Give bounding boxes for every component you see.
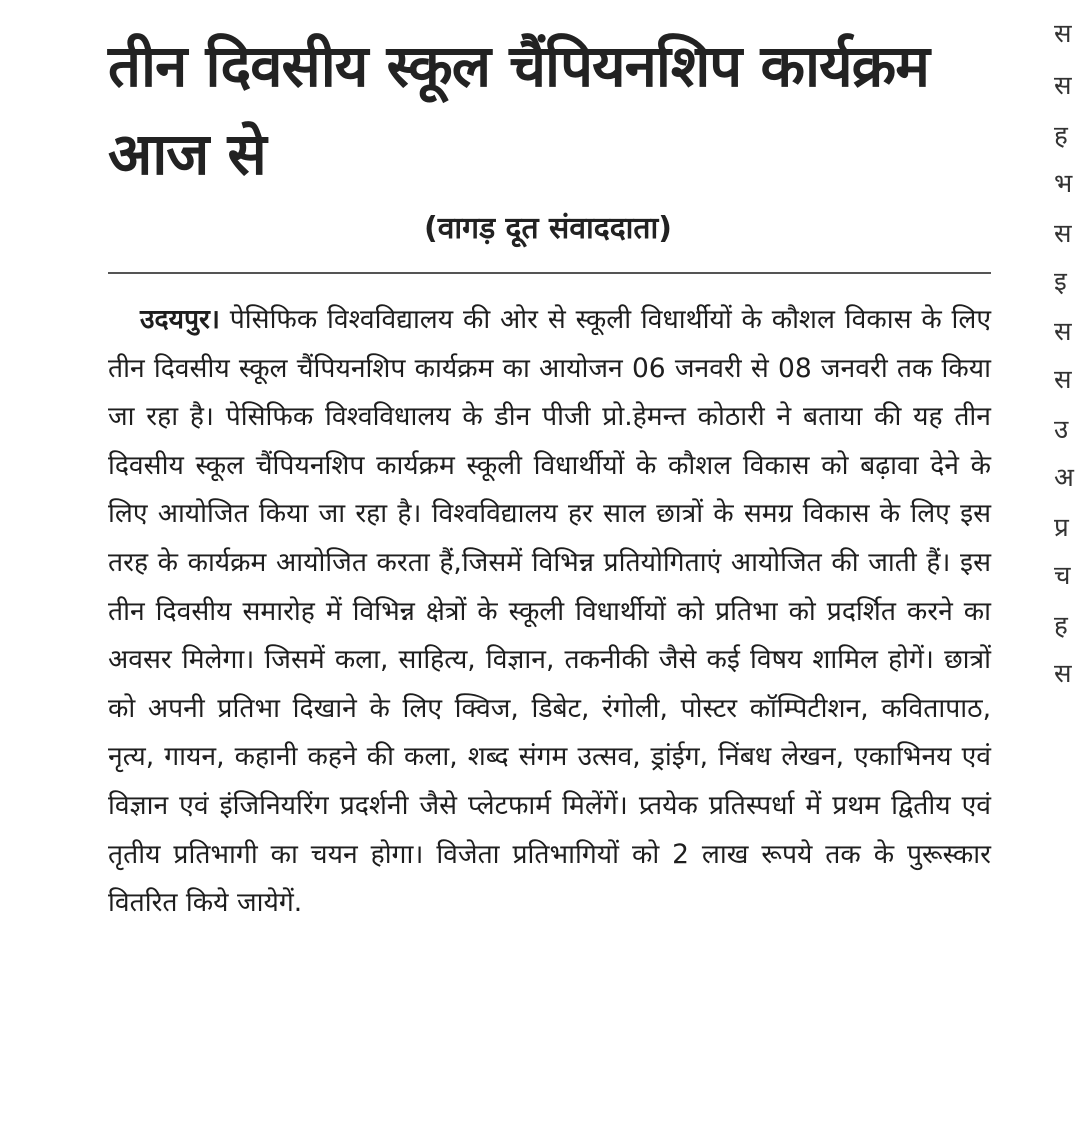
adjacent-column-char: स: [1054, 659, 1072, 689]
adjacent-column-char: स: [1054, 317, 1072, 347]
adjacent-column-char: स: [1054, 365, 1072, 395]
adjacent-column-char: भ: [1054, 169, 1073, 199]
adjacent-column-char: स: [1054, 219, 1072, 249]
byline: (वागड़ दूत संवाददाता): [424, 211, 672, 246]
adjacent-column-char: अ: [1054, 463, 1074, 493]
divider-rule: [108, 272, 991, 274]
adjacent-column-char: स: [1054, 19, 1072, 49]
adjacent-column-char: च: [1054, 561, 1071, 591]
adjacent-column-fragment: [1046, 0, 1086, 1127]
headline: तीन दिवसीय स्कूल चैंपियनशिप कार्यक्रम आज से: [108, 32, 929, 188]
adjacent-column-char: प्र: [1054, 513, 1069, 543]
adjacent-column-char: ह: [1054, 121, 1068, 151]
adjacent-column-char: उ: [1054, 415, 1069, 445]
article-text: पेसिफिक विश्वविद्यालय की ओर से स्कूली विधार्थीयों के कौशल विकास के लिए तीन दिवसीय स्कूल चैंपियनशिप कार्यक्रम का आयोजन 06 जनवरी से 08 जनवरी तक किया जा रहा है। पेसिफिक विश्वविधालय के डीन पीजी प्रो.हेमन्त कोठारी ने बताया की यह तीन दिवसीय स्कूल चैंपियनशिप कार्यक्रम स्कूली विधार्थीयों के कौशल विकास को बढ़ावा देने के लिए आयोजित किया जा रहा है। विश्वविद्यालय हर साल छात्रों के समग्र विकास के लिए इस तरह के कार्यक्रम आयोजित करता हैं,जिसमें विभिन्न प्रतियोगिताएं आयोजित की जाती हैं। इस तीन दिवसीय समारोह में विभिन्न क्षेत्रों के स्कूली विधार्थीयों को प्रतिभा को प्रदर्शित करने का अवसर मिलेगा। जिसमें कला, साहित्य, विज्ञान, तकनीकी जैसे कई विषय शामिल होगें। छात्रों को अपनी प्रतिभा दिखाने के लिए क्विज, डिबेट, रंगोली, पोस्टर कॉम्पिटीशन, कवितापाठ, नृत्य, गायन, कहानी कहने की कला, शब्द संगम उत्सव, ड्रांईग, निंबध लेखन, एकाभिनय एवं विज्ञान एवं इंजिनियरिंग प्रदर्शनी जैसे प्लेटफार्म मिलेंगें। प्र्तयेक प्रतिस्पर्धा में प्रथम द्वितीय एवं तृतीय प्रतिभागी का चयन होगा। विजेता प्रतिभागियों को 2 लाख रूपये तक के पुरूस्कार वितरित किये जायेगें.: [108, 304, 991, 919]
adjacent-column-char: स: [1054, 71, 1072, 101]
adjacent-column-char: इ: [1054, 267, 1067, 297]
article-body: [108, 296, 991, 928]
adjacent-column-char: ह: [1054, 611, 1068, 641]
dateline: उदयपुर।: [140, 304, 220, 335]
